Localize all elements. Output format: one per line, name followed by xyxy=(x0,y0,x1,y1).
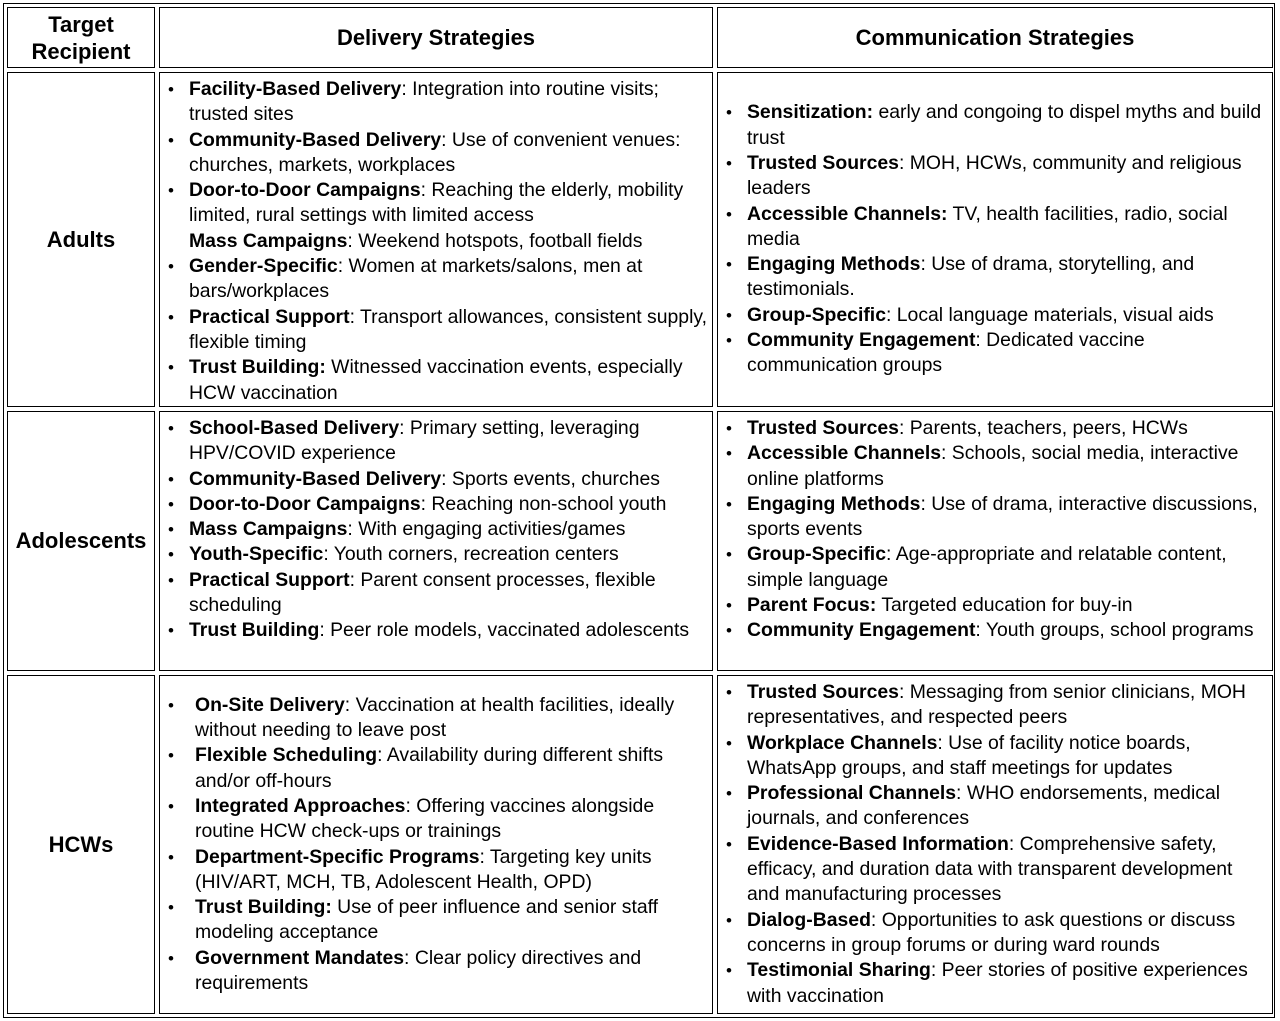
strategy-term: Integrated Approaches xyxy=(195,794,406,817)
strategy-description: : Integration into routine visits; trusted sites xyxy=(189,78,659,126)
list-item xyxy=(164,128,708,179)
list-item xyxy=(722,492,1268,543)
strategy-description: : Transport allowances, consistent supply, flexible timing xyxy=(189,305,708,353)
header-communication-label: Communication Strategies xyxy=(855,25,1135,50)
strategy-description: : Peer role models, vaccinated adolescents xyxy=(319,619,690,642)
strategy-term: Trust Building xyxy=(189,619,320,642)
strategy-term: Youth-Specific xyxy=(189,543,324,566)
strategy-term: Mass Campaigns xyxy=(189,518,348,541)
adults-communication-cell xyxy=(717,72,1273,407)
strategy-term: Community-Based Delivery xyxy=(189,128,442,151)
strategy-term: Professional Channels xyxy=(747,782,957,805)
list-item xyxy=(164,618,708,643)
list-item xyxy=(164,517,708,542)
list-item xyxy=(164,355,708,406)
adolescents-communication-cell xyxy=(717,411,1273,671)
strategy-description: TV, health facilities, radio, social media xyxy=(747,202,1228,250)
strategy-term: Community-Based Delivery xyxy=(189,467,442,490)
list-item xyxy=(164,467,708,492)
strategy-term: Trust Building: xyxy=(195,896,332,919)
strategy-description: : Comprehensive safety, efficacy, and duration data with transparent development and manufacturing processes xyxy=(747,832,1233,906)
strategy-description: : Use of convenient venues: churches, markets, workplaces xyxy=(189,128,681,176)
list-item xyxy=(164,178,708,229)
list-item xyxy=(722,100,1268,151)
strategy-description: Use of peer influence and senior staff modeling acceptance xyxy=(195,896,659,944)
list-item xyxy=(164,946,708,997)
strategy-term: Parent Focus: xyxy=(747,594,877,617)
strategy-description: : Women at markets/salons, men at bars/workplaces xyxy=(189,255,643,303)
header-communication-strategies xyxy=(717,7,1273,68)
list-item xyxy=(164,305,708,356)
hcws-communication-cell xyxy=(717,675,1273,1014)
strategy-description: : Use of facility notice boards, WhatsApp groups, and staff meetings for updates xyxy=(747,731,1191,779)
strategy-description: : Primary setting, leveraging HPV/COVID experience xyxy=(189,417,640,465)
strategy-description: : Youth corners, recreation centers xyxy=(323,543,619,566)
adults-delivery-list xyxy=(164,77,708,406)
list-item xyxy=(164,416,708,467)
strategy-term: Accessible Channels: xyxy=(747,202,948,225)
list-item xyxy=(164,492,708,517)
strategy-term: Dialog-Based xyxy=(747,908,871,931)
strategy-description: : Offering vaccines alongside routine HCW check-ups or trainings xyxy=(195,794,655,843)
strategy-description: : Parents, teachers, peers, HCWs xyxy=(898,417,1188,439)
strategy-description: : WHO endorsements, medical journals, and conferences xyxy=(747,782,1221,830)
list-item xyxy=(722,908,1268,959)
list-item xyxy=(722,441,1268,492)
strategy-term: Door-to-Door Campaigns xyxy=(189,492,421,515)
strategy-term: Mass Campaigns xyxy=(189,229,348,252)
strategy-term: Flexible Scheduling xyxy=(195,744,378,767)
strategy-description: Targeted education for buy-in xyxy=(876,594,1133,617)
strategy-term: Engaging Methods xyxy=(747,492,921,515)
header-delivery-strategies xyxy=(159,7,713,68)
strategy-description: Witnessed vaccination events, especially HCW vaccination xyxy=(189,356,683,404)
list-item xyxy=(722,958,1268,1009)
strategy-description: : Availability during different shifts and/or off-hours xyxy=(195,744,664,792)
strategy-description: : Parent consent processes, flexible scheduling xyxy=(189,568,656,617)
strategy-description: : Sports events, churches xyxy=(441,467,660,490)
list-item xyxy=(164,895,708,946)
strategy-description: : Opportunities to ask questions or discuss concerns in group forums or during ward rounds xyxy=(747,908,1236,956)
strategy-description: : Local language materials, visual aids xyxy=(885,303,1214,326)
strategy-term: Department-Specific Programs xyxy=(195,845,480,868)
strategy-description: : Reaching non-school youth xyxy=(420,492,667,515)
strategy-term: Practical Support xyxy=(189,305,350,328)
list-item xyxy=(722,303,1268,328)
strategy-description: : Peer stories of positive experiences with vaccination xyxy=(747,959,1248,1007)
list-item xyxy=(722,151,1268,202)
adults-communication-list xyxy=(722,100,1268,378)
strategy-term: Practical Support xyxy=(189,568,350,591)
list-item xyxy=(164,693,708,744)
hcws-delivery-cell xyxy=(159,675,713,1014)
list-item xyxy=(164,845,708,896)
strategy-term: Trusted Sources xyxy=(747,151,899,174)
header-target-label: Target Recipient xyxy=(31,11,131,64)
row-label-adolescents: Adolescents xyxy=(7,411,155,671)
list-item xyxy=(164,542,708,567)
strategy-term: Workplace Channels xyxy=(747,731,938,754)
strategy-term: On-Site Delivery xyxy=(195,693,345,716)
list-item xyxy=(722,416,1268,441)
list-item xyxy=(722,781,1268,832)
strategy-term: Engaging Methods xyxy=(747,253,921,276)
adolescents-delivery-cell xyxy=(159,411,713,671)
list-item xyxy=(722,252,1268,303)
header-target-recipient xyxy=(7,7,155,68)
list-item xyxy=(164,254,708,305)
adolescents-delivery-list xyxy=(164,416,708,644)
strategy-term: Community Engagement xyxy=(747,329,976,352)
strategy-term: Government Mandates xyxy=(195,946,405,969)
strategy-term: Facility-Based Delivery xyxy=(189,78,402,100)
strategy-term: Trust Building: xyxy=(189,356,326,379)
strategy-description: : With engaging activities/games xyxy=(347,518,626,541)
list-item xyxy=(164,743,708,794)
strategy-description: : Schools, social media, interactive online platforms xyxy=(747,442,1239,490)
strategy-description: : Youth groups, school programs xyxy=(975,619,1254,642)
strategy-description: : Use of drama, interactive discussions, sports events xyxy=(747,492,1258,541)
strategy-term: School-Based Delivery xyxy=(189,417,400,439)
list-item xyxy=(164,229,708,254)
list-item xyxy=(722,202,1268,253)
strategy-description: : Targeting key units (HIV/ART, MCH, TB, Adolescent Health, OPD) xyxy=(195,845,652,893)
strategy-term: Trusted Sources xyxy=(747,681,899,703)
list-item xyxy=(164,568,708,619)
strategy-description: early and congoing to dispel myths and build trust xyxy=(747,101,1262,149)
hcws-delivery-list xyxy=(164,693,708,997)
strategy-description: : Age-appropriate and relatable content, simple language xyxy=(747,543,1227,591)
list-item xyxy=(722,832,1268,908)
strategy-description: : Messaging from senior clinicians, MOH representatives, and respected peers xyxy=(747,681,1246,729)
adolescents-communication-list xyxy=(722,416,1268,644)
strategy-term: Trusted Sources xyxy=(747,417,899,439)
strategy-term: Door-to-Door Campaigns xyxy=(189,179,421,202)
strategy-description: : MOH, HCWs, community and religious leaders xyxy=(747,151,1242,200)
strategy-term: Evidence-Based Information xyxy=(747,832,1009,855)
row-label-hcws: HCWs xyxy=(7,675,155,1014)
adults-delivery-cell xyxy=(159,72,713,407)
row-label-adults: Adults xyxy=(7,72,155,407)
strategy-description: : Weekend hotspots, football fields xyxy=(347,229,643,252)
list-item xyxy=(722,328,1268,379)
strategy-description: : Dedicated vaccine communication groups xyxy=(747,329,1145,377)
list-item xyxy=(722,680,1268,731)
list-item xyxy=(722,593,1268,618)
header-delivery-label: Delivery Strategies xyxy=(336,25,536,50)
list-item xyxy=(164,77,708,128)
strategy-description: : Reaching the elderly, mobility limited, rural settings with limited access xyxy=(189,179,684,227)
strategy-description: : Use of drama, storytelling, and testimonials. xyxy=(747,253,1195,301)
strategy-term: Gender-Specific xyxy=(189,255,338,278)
strategy-term: Community Engagement xyxy=(747,619,976,642)
list-item xyxy=(722,731,1268,782)
strategy-term: Accessible Channels xyxy=(747,442,941,465)
strategy-term: Group-Specific xyxy=(747,543,886,566)
hcws-communication-list xyxy=(722,680,1268,1009)
strategy-description: : Vaccination at health facilities, ideally without needing to leave post xyxy=(195,693,675,742)
list-item xyxy=(722,618,1268,643)
strategy-term: Testimonial Sharing xyxy=(747,959,931,982)
list-item xyxy=(722,542,1268,593)
list-item xyxy=(164,794,708,845)
strategy-term: Sensitization: xyxy=(747,101,874,124)
strategy-description: : Clear policy directives and requirements xyxy=(195,946,642,994)
strategy-term: Group-Specific xyxy=(747,303,886,326)
